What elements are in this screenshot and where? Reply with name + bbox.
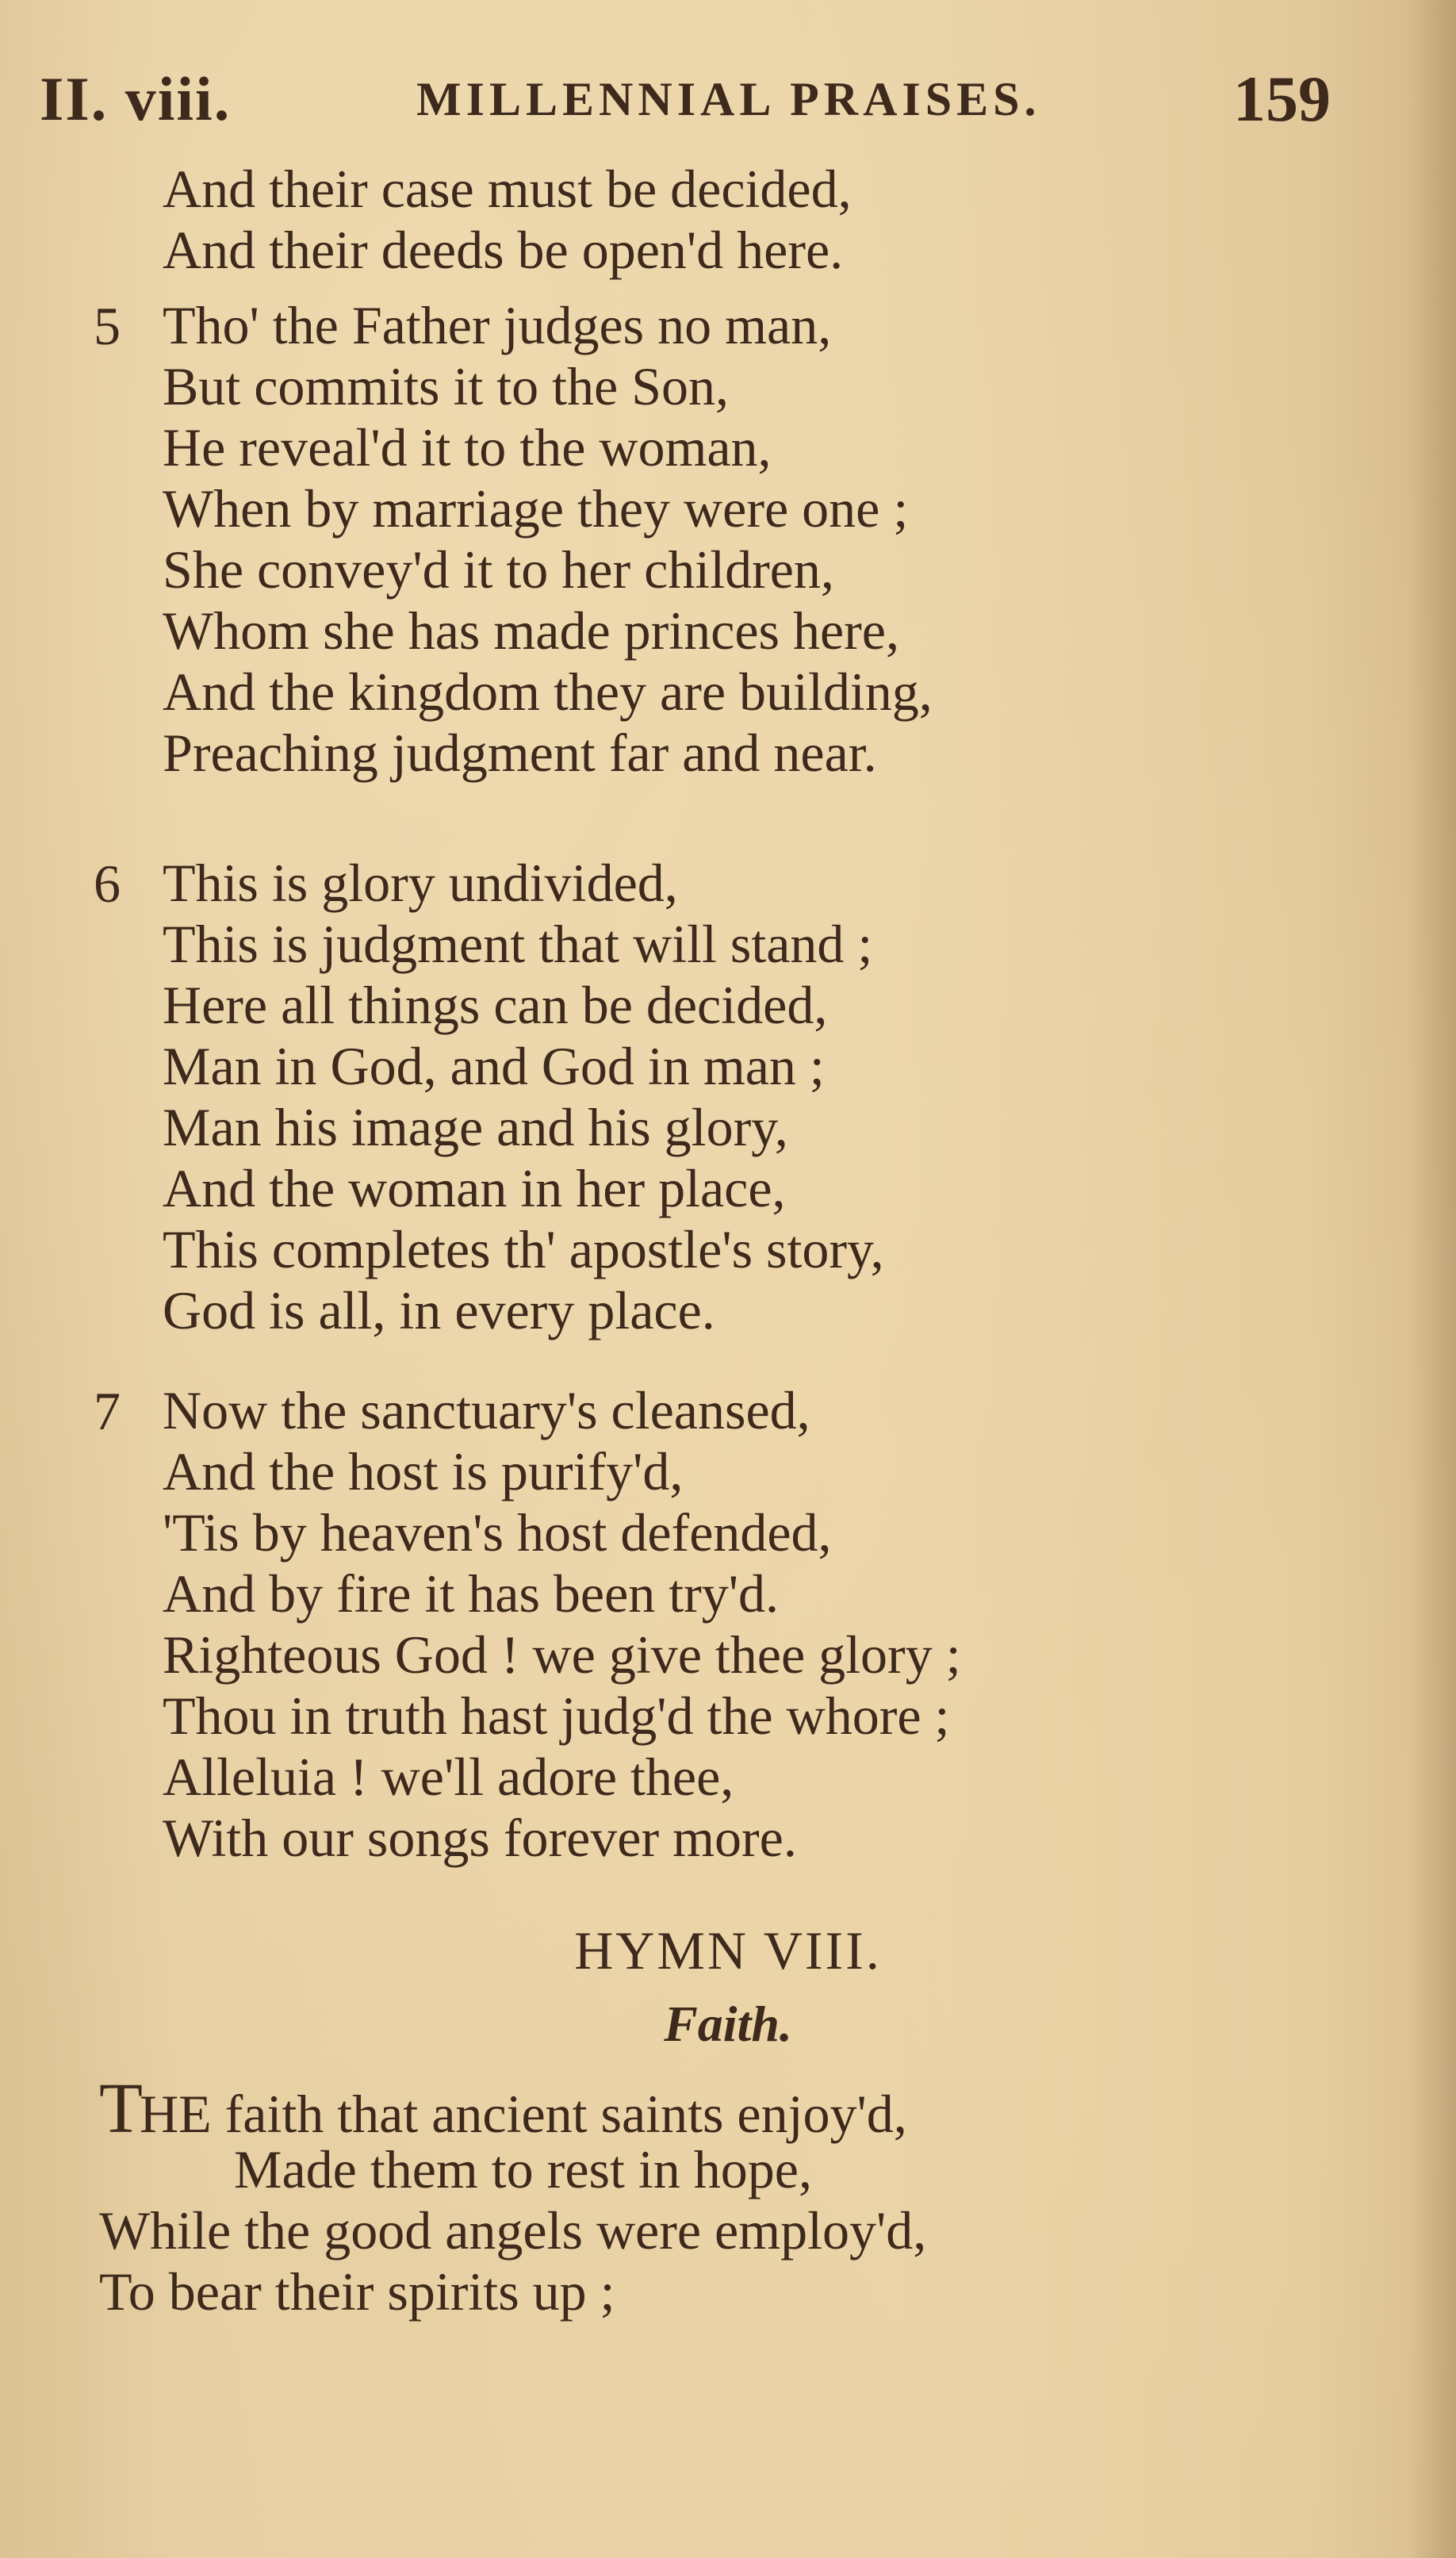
- verse-line: [0, 975, 1456, 1036]
- drop-cap: T: [99, 2069, 140, 2148]
- hymn-line: [234, 2139, 812, 2200]
- verse-line-text: And by fire it has been try'd.: [163, 1563, 780, 1624]
- verse-line: [0, 600, 1456, 662]
- verse-line-text: Preaching judgment far and near.: [163, 723, 877, 783]
- verse-number: 7: [94, 1381, 121, 1441]
- verse-line-text: And their deeds be open'd here.: [163, 220, 844, 280]
- verse-line-text: He reveal'd it to the woman,: [163, 417, 772, 477]
- verse-line: [0, 1097, 1456, 1158]
- verse-line-text: Man his image and his glory,: [163, 1097, 788, 1157]
- verse-line-text: When by marriage they were one ;: [163, 478, 909, 539]
- verse-line: [0, 723, 1456, 784]
- verse-line: [0, 478, 1456, 539]
- verse-line-text: This is glory undivided,: [163, 853, 678, 913]
- verse-line-text: Righteous God ! we give thee glory ;: [163, 1624, 961, 1685]
- verse-line-text: And the woman in her place,: [163, 1158, 786, 1218]
- hymn-title: HYMN VIII.: [574, 1920, 882, 1981]
- verse-line: [0, 417, 1456, 478]
- verse-7: [0, 1380, 1456, 1869]
- verse-line-text: And the kingdom they are building,: [163, 662, 933, 722]
- verse-line-text: And their case must be decided,: [163, 159, 852, 219]
- verse-6: [0, 853, 1456, 1341]
- verse-line: [0, 220, 1456, 281]
- verse-line-text: Tho' the Father judges no man,: [163, 295, 832, 355]
- verse-line: [0, 1280, 1456, 1341]
- verse-line: [0, 1219, 1456, 1280]
- verse-line: [0, 1747, 1456, 1808]
- verse-line: [0, 1441, 1456, 1502]
- chapter-marker: II. viii.: [40, 64, 232, 133]
- hymn-line: [99, 2200, 926, 2261]
- verse-line-text: Man in God, and God in man ;: [163, 1036, 825, 1096]
- verse-line-text: This completes th' apostle's story,: [163, 1219, 884, 1279]
- verse-line: [0, 662, 1456, 723]
- verse-line-text: Here all things can be decided,: [163, 975, 828, 1035]
- verse-continuation: [0, 159, 1456, 281]
- verse-line: [0, 1686, 1456, 1747]
- hymn-first-line: [99, 2069, 907, 2148]
- verse-line-text: Alleluia ! we'll adore thee,: [163, 1747, 734, 1807]
- running-title: MILLENNIAL PRAISES.: [416, 73, 1041, 125]
- verse-line: [0, 159, 1456, 220]
- hymn-subtitle: Faith.: [664, 1996, 792, 2052]
- hymn-line-text: HE faith that ancient saints enjoy'd,: [139, 2084, 907, 2144]
- verse-line: [0, 1158, 1456, 1219]
- hymn-line: [99, 2261, 615, 2322]
- verse-line-text: But commits it to the Son,: [163, 356, 730, 416]
- verse-line: [0, 356, 1456, 417]
- verse-line: [0, 1380, 1456, 1441]
- hymn-line-text: To bear their spirits up ;: [99, 2261, 615, 2322]
- verse-line-text: Thou in truth hast judg'd the whore ;: [163, 1686, 950, 1746]
- verse-line-text: She convey'd it to her children,: [163, 539, 834, 600]
- verse-line: [0, 853, 1456, 914]
- verse-line-text: Whom she has made princes here,: [163, 600, 899, 661]
- verse-line: [0, 1808, 1456, 1869]
- page-number: 159: [1233, 63, 1331, 135]
- running-header: [0, 56, 1456, 143]
- hymn-line-text: Made them to rest in hope,: [234, 2139, 812, 2199]
- verse-line-text: Now the sanctuary's cleansed,: [163, 1380, 810, 1440]
- verse-line: [0, 1563, 1456, 1624]
- verse-line: [0, 1502, 1456, 1563]
- verse-line-text: This is judgment that will stand ;: [163, 914, 873, 974]
- verse-line-text: And the host is purify'd,: [163, 1441, 684, 1501]
- verse-number: 5: [94, 296, 121, 356]
- hymn-line-text: While the good angels were employ'd,: [99, 2200, 927, 2261]
- verse-line: [0, 1036, 1456, 1097]
- verse-line: [0, 295, 1456, 356]
- verse-5: [0, 295, 1456, 784]
- verse-line: [0, 539, 1456, 600]
- verse-line-text: With our songs forever more.: [163, 1808, 797, 1868]
- verse-line-text: 'Tis by heaven's host defended,: [163, 1502, 832, 1563]
- verse-line-text: God is all, in every place.: [163, 1280, 715, 1340]
- verse-number: 6: [94, 853, 121, 914]
- verse-line: [0, 1624, 1456, 1686]
- verse-line: [0, 914, 1456, 975]
